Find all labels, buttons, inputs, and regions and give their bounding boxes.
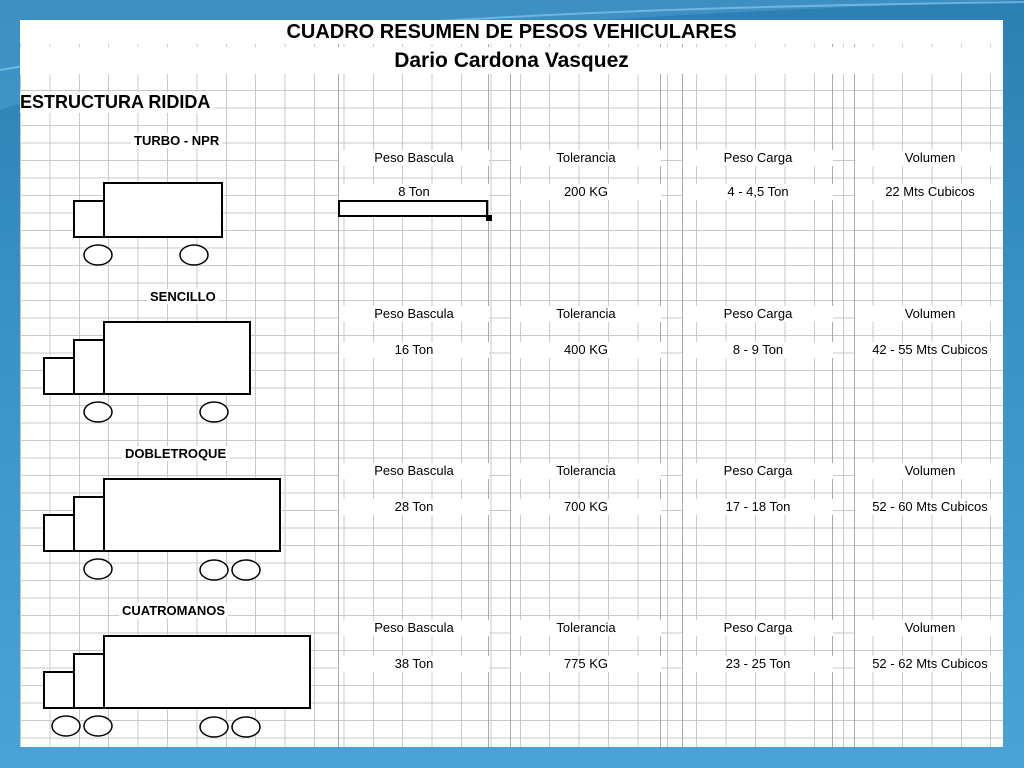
cell-volumen[interactable]: 52 - 62 Mts Cubicos [855, 656, 1003, 672]
cell-tolerancia[interactable]: 775 KG [511, 656, 661, 672]
spreadsheet [20, 20, 1003, 747]
header-volumen: Volumen [855, 306, 1003, 322]
header-tolerancia: Tolerancia [511, 150, 661, 166]
header-volumen: Volumen [855, 620, 1003, 636]
document-author: Dario Cardona Vasquez [20, 47, 1003, 74]
cell-peso-carga[interactable]: 23 - 25 Ton [683, 656, 833, 672]
header-tolerancia: Tolerancia [511, 463, 661, 479]
selected-cell[interactable] [338, 200, 488, 217]
cell-peso-carga[interactable]: 8 - 9 Ton [683, 342, 833, 358]
header-peso-bascula: Peso Bascula [339, 463, 489, 479]
document-title: CUADRO RESUMEN DE PESOS VEHICULARES [20, 20, 1003, 44]
fill-handle[interactable] [486, 215, 492, 221]
column-divider [660, 20, 661, 747]
cell-tolerancia[interactable]: 200 KG [511, 184, 661, 200]
cell-peso-bascula[interactable]: 16 Ton [339, 342, 489, 358]
header-volumen: Volumen [855, 463, 1003, 479]
section-label: ESTRUCTURA RIDIDA [20, 92, 214, 113]
truck-turbo-illustration [20, 180, 340, 270]
header-peso-bascula: Peso Bascula [339, 620, 489, 636]
header-tolerancia: Tolerancia [511, 306, 661, 322]
cell-tolerancia[interactable]: 400 KG [511, 342, 661, 358]
column-divider [488, 20, 489, 747]
truck-sencillo-illustration [20, 320, 340, 430]
truck-cuatromanos-illustration [20, 635, 340, 745]
header-peso-bascula: Peso Bascula [339, 150, 489, 166]
cell-volumen[interactable]: 42 - 55 Mts Cubicos [855, 342, 1003, 358]
cell-volumen[interactable]: 22 Mts Cubicos [855, 184, 1003, 200]
header-volumen: Volumen [855, 150, 1003, 166]
header-peso-carga: Peso Carga [683, 620, 833, 636]
truck-dobletroque-illustration [20, 478, 340, 588]
cell-peso-carga[interactable]: 17 - 18 Ton [683, 499, 833, 515]
cell-peso-carga[interactable]: 4 - 4,5 Ton [683, 184, 833, 200]
cell-tolerancia[interactable]: 700 KG [511, 499, 661, 515]
cell-volumen[interactable]: 52 - 60 Mts Cubicos [855, 499, 1003, 515]
column-divider [854, 20, 855, 747]
header-peso-carga: Peso Carga [683, 306, 833, 322]
header-tolerancia: Tolerancia [511, 620, 661, 636]
column-divider [682, 20, 683, 747]
truck-name-sencillo: SENCILLO [147, 289, 219, 304]
header-peso-carga: Peso Carga [683, 150, 833, 166]
truck-name-dobletroque: DOBLETROQUE [122, 446, 229, 461]
truck-name-turbo: TURBO - NPR [131, 133, 222, 148]
column-divider [510, 20, 511, 747]
cell-peso-bascula[interactable]: 8 Ton [339, 184, 489, 200]
cell-peso-bascula[interactable]: 28 Ton [339, 499, 489, 515]
column-divider [832, 20, 833, 747]
truck-name-cuatromanos: CUATROMANOS [119, 603, 228, 618]
header-peso-carga: Peso Carga [683, 463, 833, 479]
cell-peso-bascula[interactable]: 38 Ton [339, 656, 489, 672]
header-peso-bascula: Peso Bascula [339, 306, 489, 322]
